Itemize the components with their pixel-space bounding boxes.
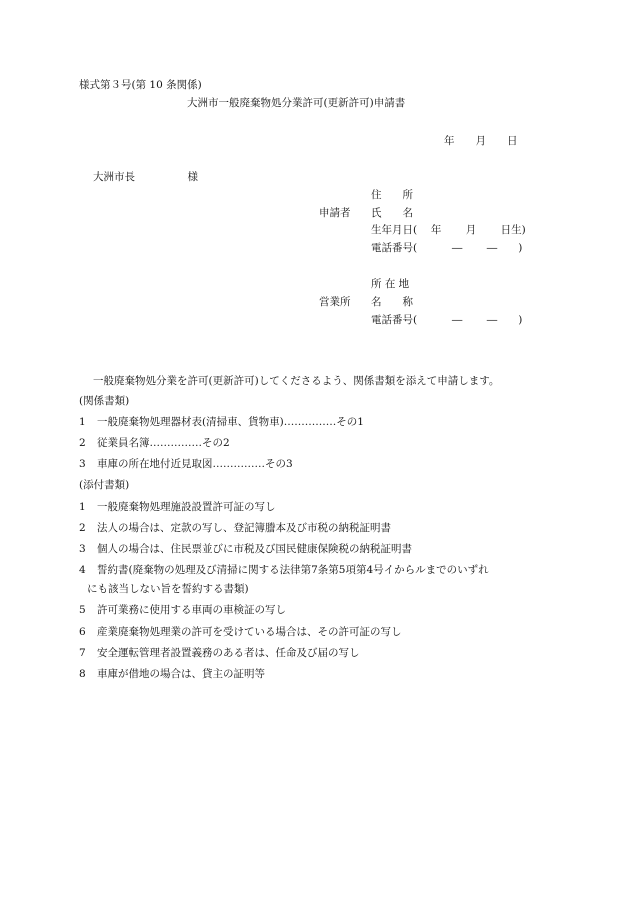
item-number: 3 [79,543,86,555]
item-text: 法人の場合は、定款の写し、登記簿謄本及び市税の納税証明書 [97,522,391,534]
form-title: 大洲市一般廃棄物処分業許可(更新許可)申請書 [187,97,406,109]
item-number: 5 [79,604,86,616]
office-location-label: 所 在 地 [371,278,410,290]
item-number: 1 [79,416,86,428]
item-text: 産業廃棄物処理業の許可を受けている場合は、その許可証の写し [97,626,402,638]
office-section-label: 営業所 [319,296,351,308]
form-number: 様式第３号(第 10 条関係) [79,79,202,91]
item-number: 4 [79,564,86,576]
office-name-label: 名 称 [371,296,413,308]
item-text: 個人の場合は、住民票並びに市税及び国民健康保険税の納税証明書 [97,543,412,555]
item-text: 一般廃棄物処理器材表(清掃車、貨物車)……………その1 [97,416,364,428]
application-statement: 一般廃棄物処分業を許可(更新許可)してくださるよう、関係書類を添えて申請します。 [93,375,500,387]
item-text: 一般廃棄物処理施設設置許可証の写し [97,501,276,513]
item-number: 1 [79,501,86,513]
applicant-birthdate-label: 生年月日( 年 月 日生) [371,224,526,236]
addressee: 大洲市長 様 [93,171,198,183]
item-number: 2 [79,437,86,449]
applicant-section-label: 申請者 [319,207,351,219]
item-text: 車庫が借地の場合は、貸主の証明等 [97,668,265,680]
applicant-address-label: 住 所 [371,189,413,201]
related-docs-heading: (関係書類) [79,395,130,407]
date-line: 年 月 日 [444,135,518,147]
applicant-phone-label: 電話番号( ― ― ) [371,242,523,254]
item-text: にも該当しない旨を誓約する書類) [87,583,249,595]
item-number: 2 [79,522,86,534]
item-text: 誓約書(廃棄物の処理及び清掃に関する法律第7条第5項第4号イからルまでのいずれ [97,564,489,576]
applicant-name-label: 氏 名 [371,207,413,219]
item-text: 車庫の所在地付近見取図……………その3 [97,458,293,470]
item-number: 3 [79,458,86,470]
item-text: 従業員名簿……………その2 [97,437,230,449]
office-phone-label: 電話番号( ― ― ) [371,314,523,326]
attached-docs-heading: (添付書類) [79,479,130,491]
item-number: 6 [79,626,86,638]
item-text: 許可業務に使用する車両の車検証の写し [97,604,286,616]
item-number: 8 [79,668,86,680]
item-number: 7 [79,647,86,659]
item-text: 安全運転管理者設置義務のある者は、任命及び届の写し [97,647,360,659]
